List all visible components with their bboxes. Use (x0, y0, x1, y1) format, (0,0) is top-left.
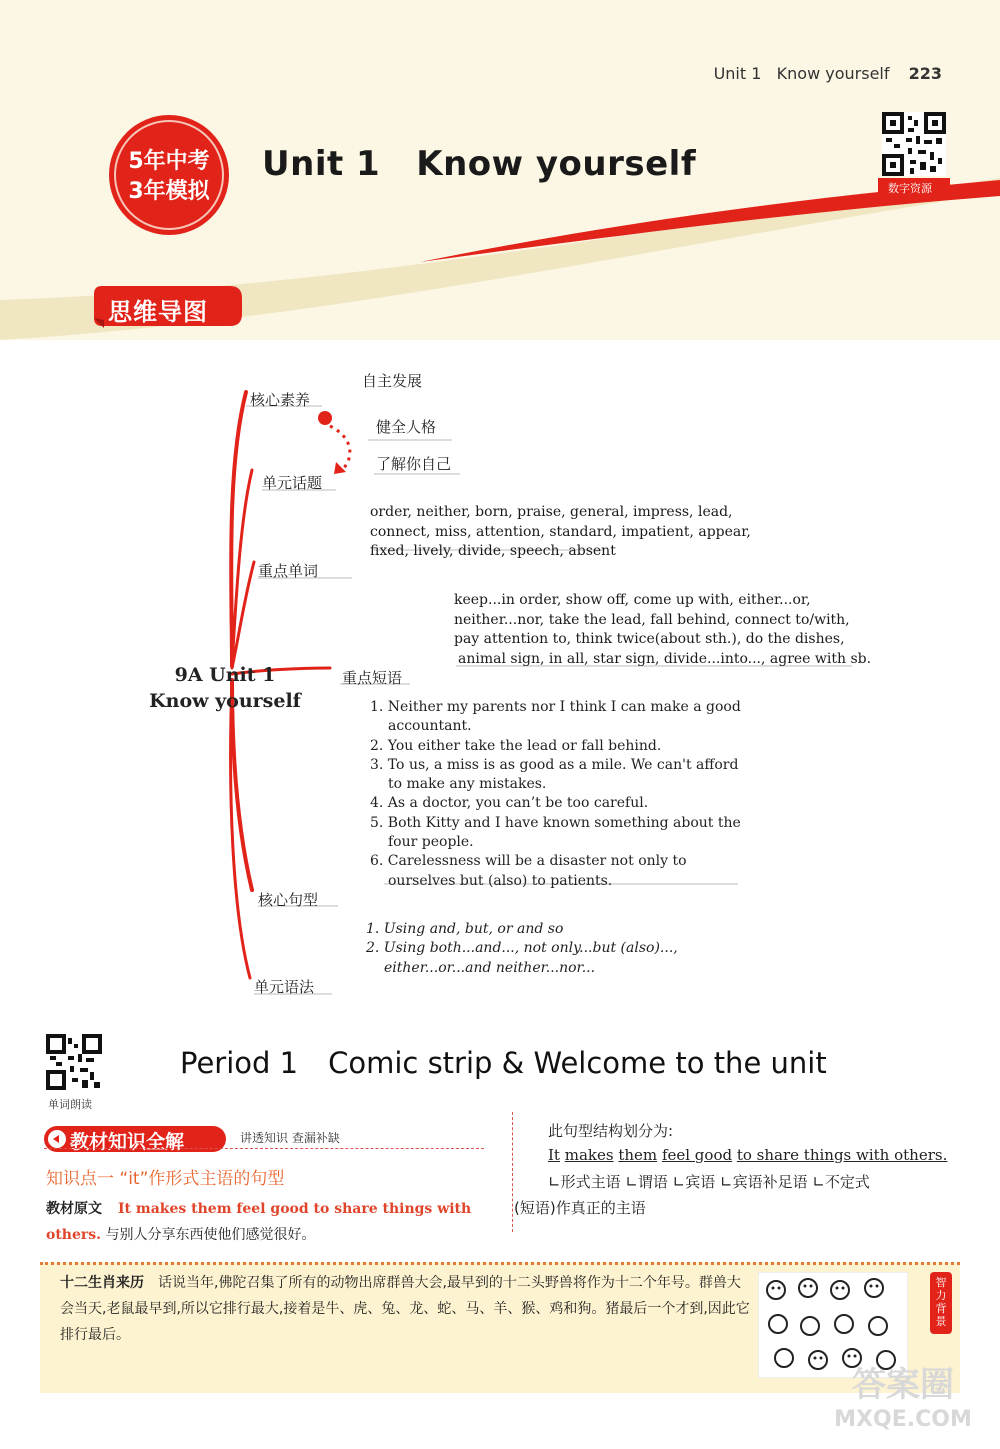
unit-label: Unit 1 (262, 144, 381, 184)
part-object: them (618, 1146, 658, 1164)
analysis-sentence (548, 1146, 947, 1164)
grammar-list (366, 920, 746, 978)
logo-5-3-icon (106, 112, 232, 238)
branch-grammar: 单元语法 (254, 978, 315, 996)
key-words-line: order, neither, born, praise, general, impress, lead, (370, 504, 733, 520)
zodiac-story (60, 1270, 750, 1348)
center-line2: Know yourself (149, 690, 301, 712)
core-sentences-list (370, 698, 750, 891)
logo-line1: 5年中考 (128, 149, 210, 174)
page-number: 223 (908, 64, 942, 83)
leaf-self-development: 自主发展 (362, 372, 423, 390)
key-phrases-line: keep...in order, show off, come up with, either...or, (454, 592, 811, 608)
watermark-top: 答案圈 (852, 1365, 954, 1405)
branch-unit-topic: 单元话题 (262, 474, 323, 492)
key-phrases-line: animal sign, in all, star sign, divide...into..., agree with sb. (458, 650, 872, 667)
kb-subtitle: 讲透知识 查漏补缺 (240, 1131, 340, 1145)
key-phrases-line: pay attention to, think twice(about sth.), do the dishes, (454, 631, 845, 647)
key-words-line: connect, miss, attention, standard, impatient, appear, (370, 523, 751, 540)
list-item: 2. You either take the lead or fall behind. (370, 737, 662, 754)
period-heading (180, 1046, 827, 1080)
logo-line2: 3年模拟 (128, 179, 210, 204)
branch-key-phrases: 重点短语 (342, 669, 403, 687)
original-en: It makes them feel good to share things with others. (46, 1201, 472, 1243)
part-verb: makes (564, 1146, 614, 1164)
divider (44, 1148, 484, 1149)
watermark (818, 1356, 988, 1436)
part-complement: feel good (661, 1146, 733, 1164)
watermark-bottom: MXQE.COM (834, 1407, 972, 1432)
part-infinitive: to share things with others. (736, 1146, 948, 1164)
center-line1: 9A Unit 1 (174, 664, 276, 686)
analysis-intro: 此句型结构划分为: (548, 1122, 674, 1140)
running-title: Know yourself (776, 64, 890, 83)
list-item: 6. Carelessness will be a disaster not only to ourselves but (also) to patients. (370, 853, 687, 889)
original-text (46, 1196, 486, 1248)
side-tag: 智力背景 (935, 1276, 947, 1328)
branch-core-literacy: 核心素养 (250, 391, 311, 409)
running-head (714, 64, 942, 83)
kb-tag: 教材知识全解 (70, 1131, 185, 1153)
key-words-line: fixed, lively, divide, speech, absent (370, 543, 616, 559)
qr-code-icon[interactable] (46, 1034, 102, 1090)
key-words (370, 503, 751, 562)
running-unit: Unit 1 (713, 64, 762, 83)
leaf-know-yourself: 了解你自己 (376, 455, 452, 473)
list-item: 1. Using and, but, or and so (366, 921, 564, 937)
key-phrases (454, 591, 871, 669)
knowledge-point: 知识点一 “it”作形式主语的句型 (46, 1169, 285, 1189)
unit-title (262, 144, 696, 184)
list-item: 5. Both Kitty and I have known something about the four people. (370, 814, 741, 851)
section-tag: 思维导图 (108, 298, 208, 326)
unit-title-text: Know yourself (416, 144, 697, 184)
qr2-label: 单词朗读 (48, 1098, 92, 1111)
analysis-parts: ∟形式主语 ∟谓语 ∟宾语 ∟宾语补足语 ∟不定式 (548, 1173, 870, 1191)
leaf-sound-personality: 健全人格 (376, 418, 437, 436)
list-item: 1. Neither my parents nor I think I can make a good accountant. (370, 699, 741, 735)
list-item: 3. To us, a miss is as good as a mile. We can't afford to make any mistakes. (370, 756, 739, 793)
qr-label: 数字资源 (888, 182, 932, 195)
qr-code-icon[interactable] (882, 112, 946, 176)
list-item: 4. As a doctor, you can’t be too careful. (370, 795, 649, 812)
branch-key-words: 重点单词 (258, 562, 319, 580)
period-title: Comic strip & Welcome to the unit (328, 1046, 827, 1080)
analysis-tail: (短语)作真正的主语 (514, 1199, 646, 1217)
branch-core-sentences: 核心句型 (258, 891, 319, 909)
key-phrases-line: neither...nor, take the lead, fall behind, connect to/with, (454, 611, 850, 628)
part-subject: It (548, 1146, 560, 1164)
column-divider (512, 1112, 513, 1232)
original-cn: 与别人分享东西使他们感觉很好。 (105, 1227, 316, 1243)
original-label: 教材原文 (46, 1201, 102, 1217)
zodiac-title: 十二生肖来历 (60, 1275, 144, 1291)
zodiac-text: 话说当年,佛陀召集了所有的动物出席群兽大会,最早到的十二头野兽将作为十二个年号。群兽大会当天,老鼠最早到,所以它排行最大,接着是牛、虎、兔、龙、蛇、马、羊、猴、鸡和狗。猪最后一个才到,因此它排行最后。 (60, 1275, 750, 1343)
list-item: 2. Using both...and..., not only...but (also)..., either...or...and neither...nor... (366, 940, 678, 976)
mindmap-center (140, 662, 310, 714)
period-number: Period 1 (180, 1046, 299, 1080)
